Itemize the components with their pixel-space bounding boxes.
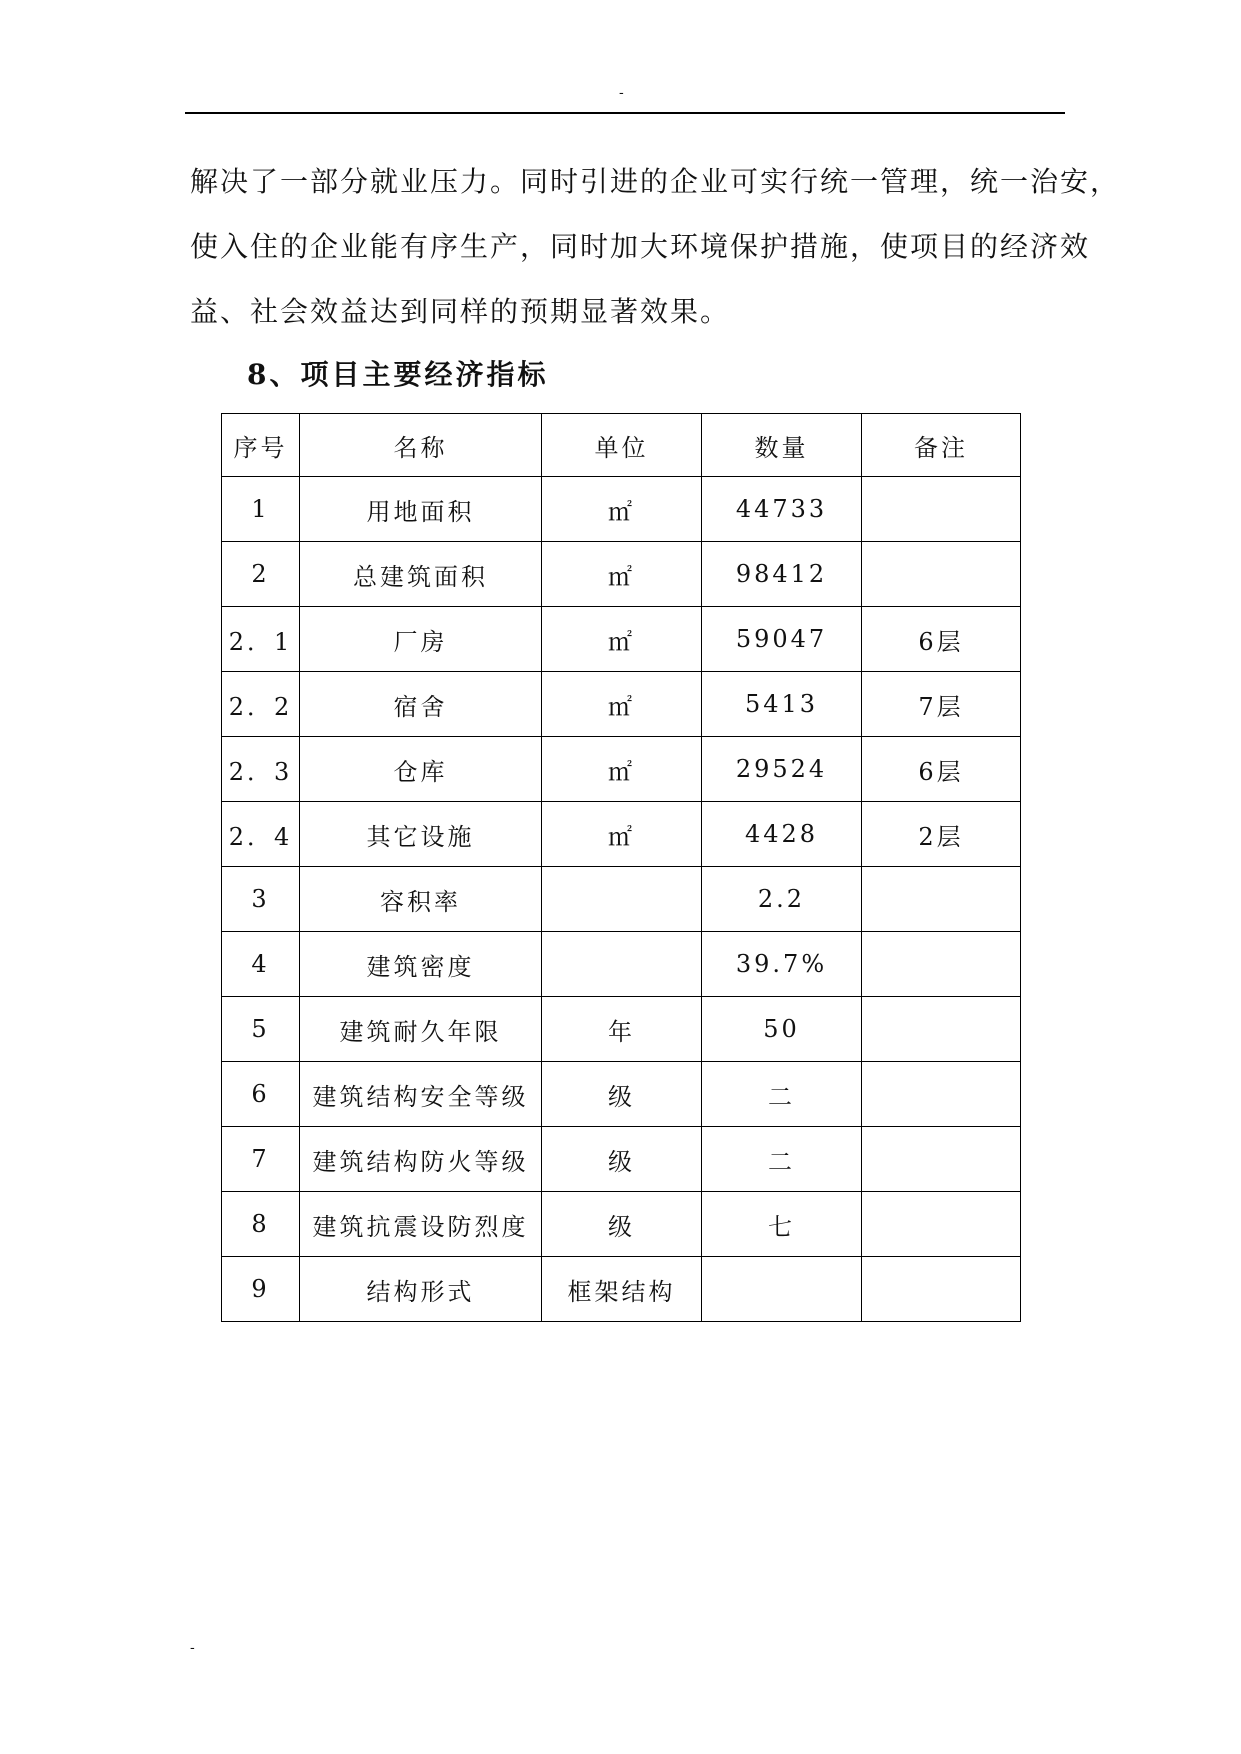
cell-unit: ㎡ [542,542,702,607]
cell-quantity: 5413 [702,672,862,737]
header-cell-name: 名称 [300,414,542,477]
cell-unit [542,867,702,932]
cell-name: 厂房 [300,607,542,672]
paragraph-line-1: 解决了一部分就业压力。同时引进的企业可实行统一管理，统一治安， [190,165,1121,198]
paragraph-line-2: 使入住的企业能有序生产，同时加大环境保护措施，使项目的经济效 [190,230,1091,263]
cell-index: 4 [222,932,300,997]
table-row [222,542,1021,607]
cell-index: 2 [222,542,300,607]
cell-quantity [702,1257,862,1322]
cell-quantity: 2.2 [702,867,862,932]
table-row [222,802,1021,867]
cell-name: 宿舍 [300,672,542,737]
cell-remark [862,1127,1021,1192]
cell-name: 建筑结构防火等级 [300,1127,542,1192]
cell-index: 7 [222,1127,300,1192]
table-row [222,997,1021,1062]
cell-name: 其它设施 [300,802,542,867]
cell-index: 3 [222,867,300,932]
cell-remark [862,542,1021,607]
cell-remark [862,1192,1021,1257]
cell-remark: 7层 [862,672,1021,737]
table-row [222,1257,1021,1322]
cell-unit: 框架结构 [542,1257,702,1322]
cell-quantity: 98412 [702,542,862,607]
cell-remark [862,997,1021,1062]
header-cell-index: 序号 [222,414,300,477]
cell-unit [542,932,702,997]
cell-quantity: 59047 [702,607,862,672]
table-row [222,737,1021,802]
cell-quantity: 二 [702,1062,862,1127]
cell-quantity: 七 [702,1192,862,1257]
table-row [222,672,1021,737]
table-row [222,867,1021,932]
cell-name: 仓库 [300,737,542,802]
cell-name: 建筑抗震设防烈度 [300,1192,542,1257]
header-cell-quantity: 数量 [702,414,862,477]
table-row [222,1062,1021,1127]
cell-index: 5 [222,997,300,1062]
table-row [222,1192,1021,1257]
table-body [222,414,1021,1322]
paragraph-line-3: 益、社会效益达到同样的预期显著效果。 [190,295,731,328]
cell-unit: ㎡ [542,802,702,867]
cell-index: 2．2 [222,672,300,737]
cell-index: 8 [222,1192,300,1257]
table-header-row [222,414,1021,477]
cell-unit: ㎡ [542,607,702,672]
cell-quantity: 44733 [702,477,862,542]
header-mark: - [619,85,624,101]
cell-name: 建筑结构安全等级 [300,1062,542,1127]
header-rule [185,112,1065,114]
cell-remark [862,932,1021,997]
footer-mark: - [190,1640,195,1656]
cell-remark: 2层 [862,802,1021,867]
cell-index: 1 [222,477,300,542]
cell-remark: 6层 [862,737,1021,802]
cell-name: 建筑密度 [300,932,542,997]
cell-remark [862,1257,1021,1322]
cell-unit: 级 [542,1192,702,1257]
cell-remark [862,867,1021,932]
cell-name: 建筑耐久年限 [300,997,542,1062]
cell-quantity: 二 [702,1127,862,1192]
cell-remark [862,1062,1021,1127]
cell-index: 6 [222,1062,300,1127]
table-row [222,932,1021,997]
cell-index: 9 [222,1257,300,1322]
section-title: 8、项目主要经济指标 [247,358,549,391]
header-cell-remark: 备注 [862,414,1021,477]
cell-index: 2．1 [222,607,300,672]
cell-name: 容积率 [300,867,542,932]
table-row [222,477,1021,542]
cell-name: 总建筑面积 [300,542,542,607]
cell-unit: 级 [542,1062,702,1127]
cell-unit: ㎡ [542,477,702,542]
cell-index: 2．3 [222,737,300,802]
cell-remark: 6层 [862,607,1021,672]
cell-quantity: 4428 [702,802,862,867]
economic-indicators-table [221,413,1021,1322]
cell-unit: ㎡ [542,672,702,737]
table-row [222,1127,1021,1192]
table-row [222,607,1021,672]
cell-unit: ㎡ [542,737,702,802]
cell-index: 2．4 [222,802,300,867]
cell-name: 用地面积 [300,477,542,542]
cell-unit: 年 [542,997,702,1062]
cell-quantity: 39.7% [702,932,862,997]
header-cell-unit: 单位 [542,414,702,477]
cell-unit: 级 [542,1127,702,1192]
cell-name: 结构形式 [300,1257,542,1322]
cell-remark [862,477,1021,542]
cell-quantity: 50 [702,997,862,1062]
cell-quantity: 29524 [702,737,862,802]
